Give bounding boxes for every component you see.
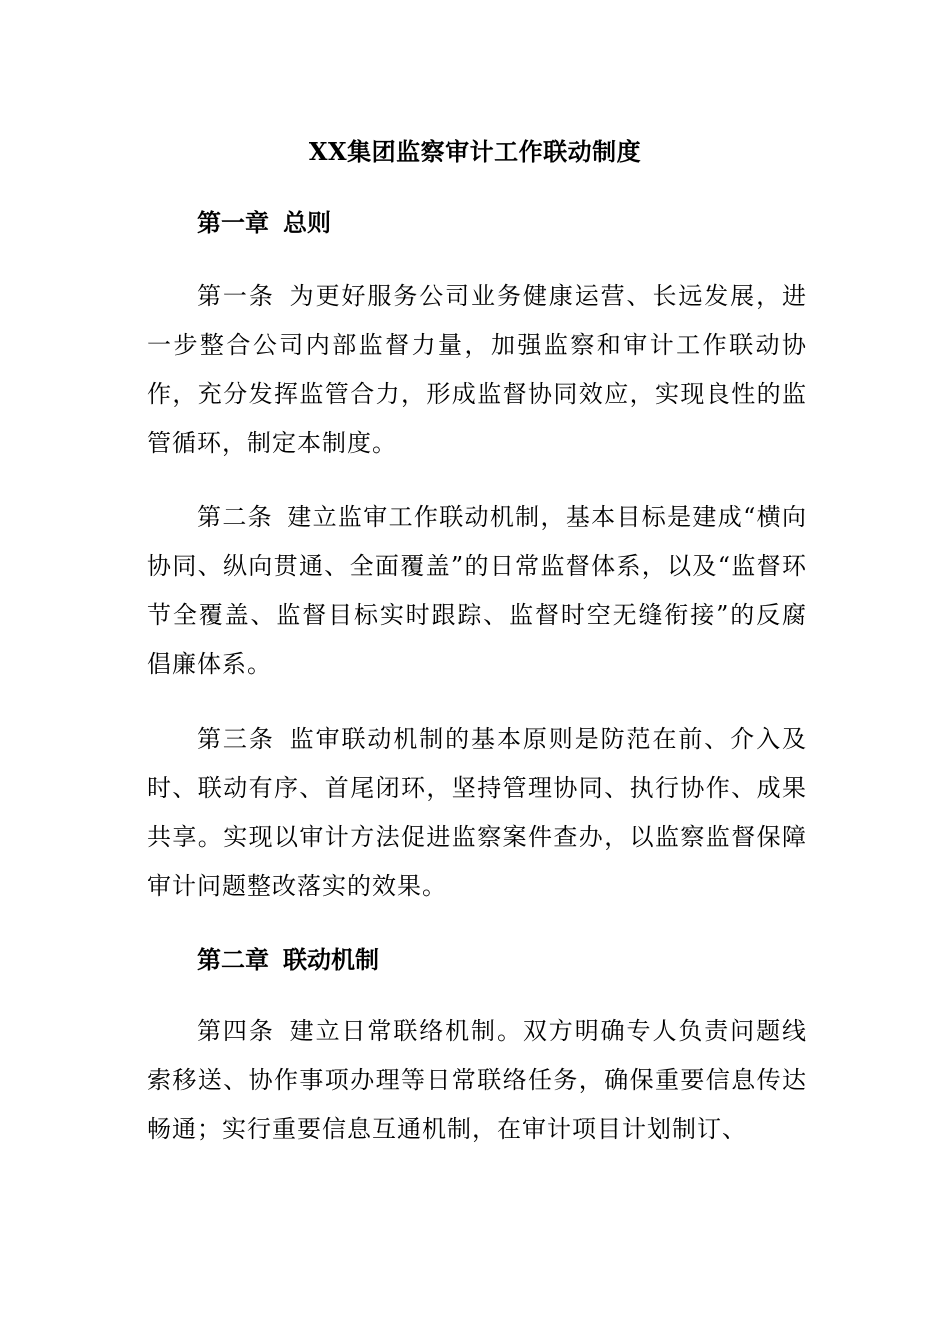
article-paragraph [147,272,807,468]
article-paragraph [147,715,807,911]
article-text: 监审联动机制的基本原则是防范在前、介入及时、联动有序、首尾闭环，坚持管理协同、执行协作、成果共享。实现以审计方法促进监察案件查办，以监察监督保障审计问题整改落实的效果。 [147,725,808,900]
chapter-number: 第一章 [197,208,269,237]
article-text: 为更好服务公司业务健康运营、长远发展，进一步整合公司内部监督力量，加强监察和审计工作联动协作，充分发挥监管合力，形成监督协同效应，实现良性的监管循环，制定本制度。 [147,282,808,457]
article-text: 建立监审工作联动机制，基本目标是建成“横向协同、纵向贯通、全面覆盖”的日常监督体系，以及“监督环节全覆盖、监督目标实时跟踪、监督时空无缝衔接”的反腐倡廉体系。 [147,503,807,678]
article-number: 第二条 [197,503,273,531]
chapter-number: 第二章 [197,945,269,974]
chapter-name: 联动机制 [283,945,379,974]
article-number: 第一条 [197,282,275,310]
article-number: 第四条 [197,1017,275,1045]
chapter-heading [197,205,331,241]
article-number: 第三条 [197,725,275,753]
article-paragraph [147,1007,807,1154]
document-title: XX集团监察审计工作联动制度 [308,137,642,166]
chapter-name: 总则 [283,208,331,237]
article-paragraph [147,493,807,689]
chapter-heading [197,942,379,978]
article-text: 建立日常联络机制。双方明确专人负责问题线索移送、协作事项办理等日常联络任务，确保重要信息传达畅通；实行重要信息互通机制，在审计项目计划制订、 [147,1017,808,1143]
